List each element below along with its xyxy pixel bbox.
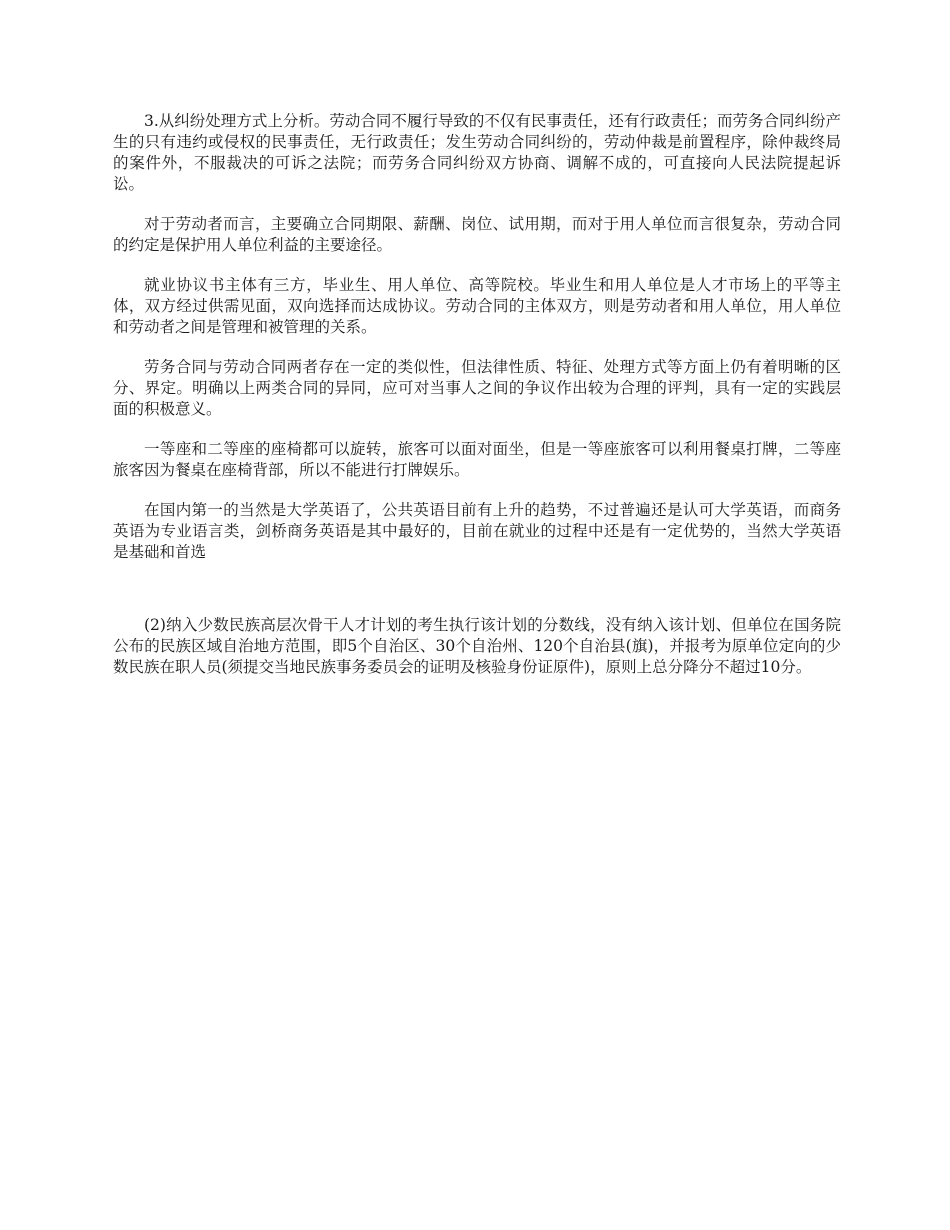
document-body — [113, 111, 841, 697]
paragraph-train-seats: 一等座和二等座的座椅都可以旋转，旅客可以面对面坐，但是一等座旅客可以利用餐桌打牌，二等座旅客因为餐桌在座椅背部，所以不能进行打牌娱乐。 — [113, 440, 841, 479]
paragraph-dispute-handling: 3.从纠纷处理方式上分析。劳动合同不履行导致的不仅有民事责任，还有行政责任；而劳务合同纠纷产生的只有违约或侵权的民事责任，无行政责任；发生劳动合同纠纷的，劳动仲裁是前置程序，除仲裁终局的案件外，不服裁决的可诉之法院；而劳务合同纠纷双方协商、调解不成的，可直接向人民法院提起诉讼。 — [113, 112, 841, 193]
paragraph-contract-comparison: 劳务合同与劳动合同两者存在一定的类似性，但法律性质、特征、处理方式等方面上仍有着明晰的区分、界定。明确以上两类合同的异同，应可对当事人之间的争议作出较为合理的评判，具有一定的实践层面的积极意义。 — [113, 358, 841, 418]
paragraph-minority-scores: (2)纳入少数民族高层次骨干人才计划的考生执行该计划的分数线，没有纳入该计划、但单位在国务院公布的民族区域自治地方范围，即5个自治区、30个自治州、120个自治县(旗)，并报考为原单位定向的少数民族在职人员(须提交当地民族事务委员会的证明及核验身份证原件)，原则上总分降分不超过10分。 — [113, 616, 841, 676]
paragraph-english-exams: 在国内第一的当然是大学英语了，公共英语目前有上升的趋势，不过普遍还是认可大学英语，而商务英语为专业语言类，剑桥商务英语是其中最好的，目前在就业的过程中还是有一定优势的，当然大学英语是基础和首选 — [113, 501, 841, 561]
paragraph-contract-terms: 对于劳动者而言，主要确立合同期限、薪酬、岗位、试用期，而对于用人单位而言很复杂，劳动合同的约定是保护用人单位利益的主要途径。 — [113, 215, 841, 254]
paragraph-employment-agreement: 就业协议书主体有三方，毕业生、用人单位、高等院校。毕业生和用人单位是人才市场上的平等主体，双方经过供需见面，双向选择而达成协议。劳动合同的主体双方，则是劳动者和用人单位，用人单位和劳动者之间是管理和被管理的关系。 — [113, 276, 841, 336]
